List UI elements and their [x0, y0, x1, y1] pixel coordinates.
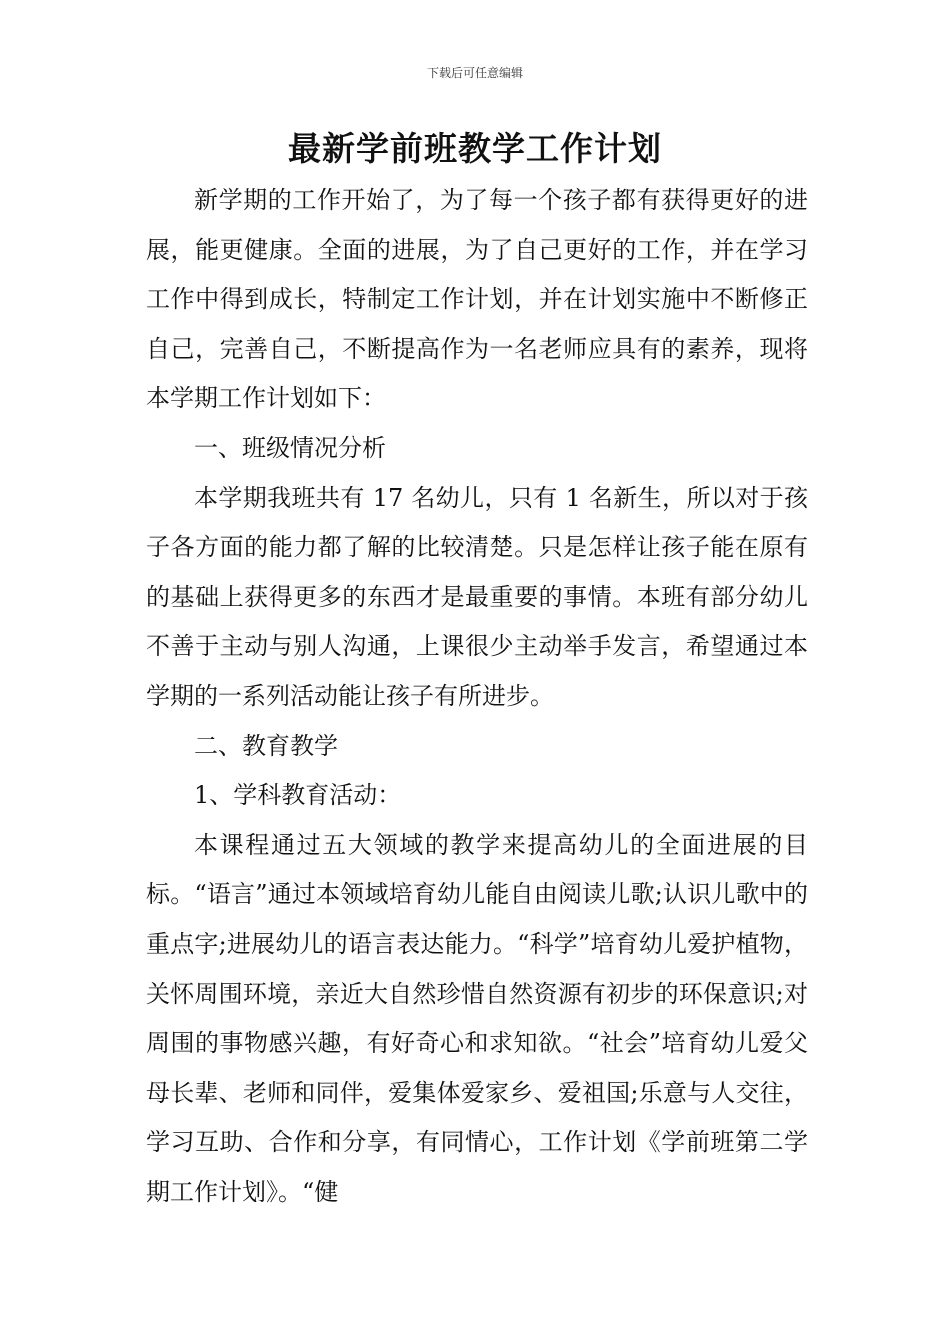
document-title: 最新学前班教学工作计划 [288, 129, 662, 168]
header-note: 下载后可任意编辑 [426, 66, 523, 80]
document-body [146, 176, 808, 1217]
section-heading-teaching: 二、教育教学 [194, 731, 338, 760]
paragraph-intro: 新学期的工作开始了，为了每一个孩子都有获得更好的进展，能更健康。全面的进展，为了自己更好的工作，并在学习工作中得到成长，特制定工作计划，并在计划实施中不断修正自己，完善自己，不断提高作为一名老师应具有的素养，现将本学期工作计划如下： [146, 186, 808, 413]
section-heading-class-analysis: 一、班级情况分析 [194, 433, 386, 462]
paragraph-class-analysis: 本学期我班共有 17 名幼儿，只有 1 名新生，所以对于孩子各方面的能力都了解的比较清楚。只是怎样让孩子能在原有的基础上获得更多的东西才是最重要的事情。本班有部分幼儿不善于主动与别人沟通，上课很少主动举手发言，希望通过本学期的一系列活动能让孩子有所进步。 [146, 483, 808, 710]
paragraph-subject-activities: 本课程通过五大领域的教学来提高幼儿的全面进展的目标。“语言”通过本领域培育幼儿能自由阅读儿歌;认识儿歌中的重点字;进展幼儿的语言表达能力。“科学”培育幼儿爱护植物，关怀周围环境，亲近大自然珍惜自然资源有初步的环保意识;对周围的事物感兴趣，有好奇心和求知欲。“社会”培育幼儿爱父母长辈、老师和同伴，爱集体爱家乡、爱祖国;乐意与人交往，学习互助、合作和分享，有同情心，工作计划《学前班第二学期工作计划》。“健 [146, 830, 808, 1206]
subsection-heading-subject-activities: 1、学科教育活动： [194, 781, 402, 810]
